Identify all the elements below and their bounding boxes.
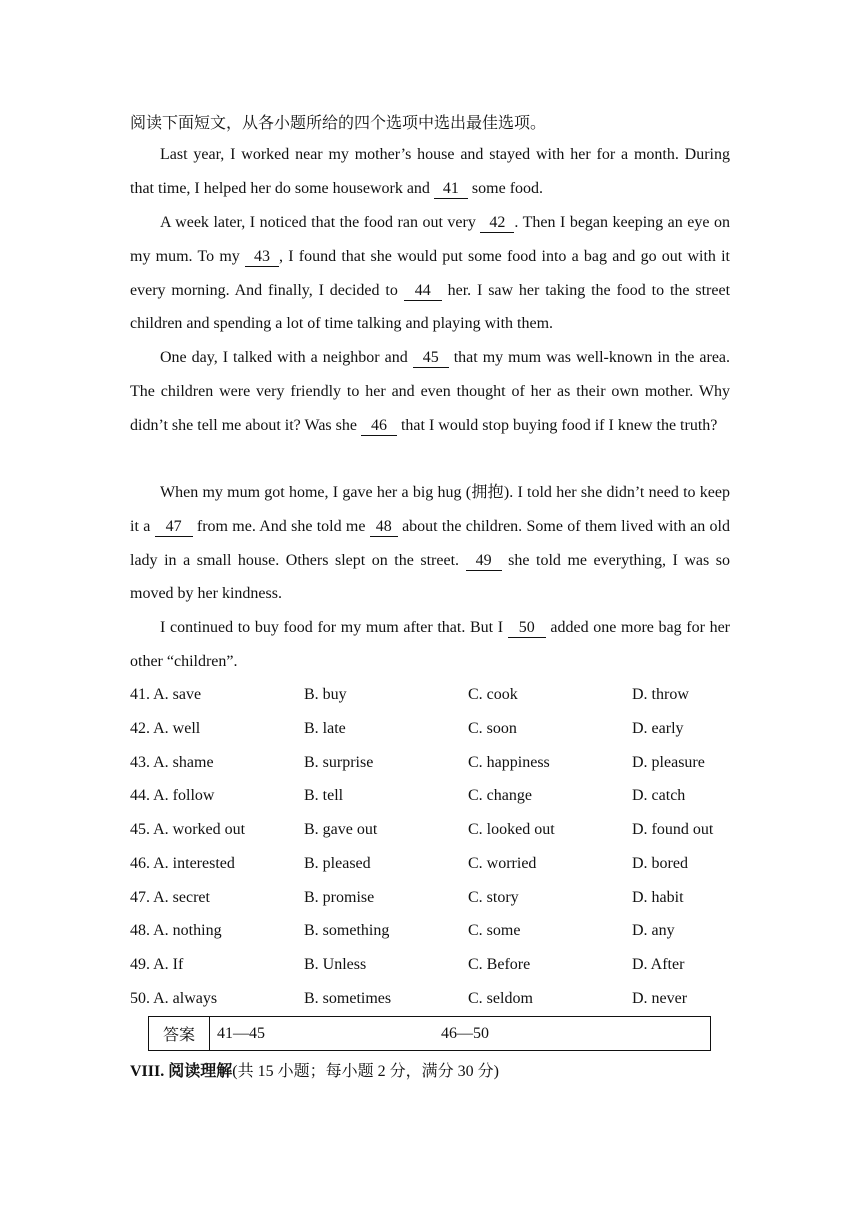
question-row-43 [130, 754, 750, 788]
option-d: D. throw [632, 686, 689, 703]
passage-text: from me. And she told me [196, 517, 366, 535]
passage-paragraph-4 [130, 476, 730, 611]
passage-text: that I would stop buying food if I knew the truth? [400, 416, 718, 434]
blank-43: 43 [245, 248, 279, 267]
passage-text: Last year, I worked near my mother’s house and stayed with her for a month. During that time, I helped her do some housework and [130, 146, 730, 197]
question-row-49 [130, 956, 750, 990]
option-a: 49. A. If [130, 956, 184, 973]
question-row-41 [130, 686, 750, 720]
section-detail: (共 15 小题；每小题 2 分，满分 30 分) [232, 1063, 499, 1080]
passage-text: that my mum was well-known in the area. The children were very friendly to her and even thought of her as their own mother. Why didn’t she tell me about it? Was she [130, 349, 731, 434]
blank-42: 42 [480, 214, 514, 233]
option-c: C. story [468, 889, 519, 906]
option-a: 50. A. always [130, 990, 218, 1007]
passage-text: I continued to buy food for my mum after that. But I [160, 619, 504, 636]
option-c: C. worried [468, 855, 537, 872]
option-a: 42. A. well [130, 720, 201, 737]
passage-text: A week later, I noticed that the food ran out very [160, 214, 476, 231]
option-b: B. gave out [304, 821, 378, 838]
passage-text: When my mum got home, I gave her a big hug (拥抱). I told her she didn’t need to keep it a [130, 484, 730, 535]
option-b: B. something [304, 922, 390, 939]
option-b: B. late [304, 720, 346, 737]
question-row-46 [130, 855, 750, 889]
blank-44: 44 [404, 282, 442, 301]
instruction-text: 阅读下面短文，从各小题所给的四个选项中选出最佳选项。 [130, 115, 547, 132]
passage-paragraph-3 [130, 341, 730, 442]
option-d: D. bored [632, 855, 688, 872]
question-row-44 [130, 787, 750, 821]
option-d: D. catch [632, 787, 686, 804]
section-title: VIII. 阅读理解 [130, 1063, 233, 1080]
option-b: B. Unless [304, 956, 367, 973]
option-c: C. looked out [468, 821, 555, 838]
passage-text: added one more bag for her other “children”. [130, 619, 731, 670]
option-a: 41. A. save [130, 686, 202, 703]
option-a: 46. A. interested [130, 855, 235, 872]
option-d: D. habit [632, 889, 684, 906]
blank-47: 47 [155, 518, 193, 537]
option-a: 45. A. worked out [130, 821, 246, 838]
blank-50: 50 [508, 619, 546, 638]
option-c: C. Before [468, 956, 531, 973]
option-b: B. buy [304, 686, 347, 703]
passage-paragraph-1 [130, 138, 730, 206]
question-row-48 [130, 922, 750, 956]
option-d: D. early [632, 720, 684, 737]
option-b: B. promise [304, 889, 375, 906]
passage-text: One day, I talked with a neighbor and [160, 349, 408, 366]
blank-45: 45 [413, 349, 449, 368]
option-d: D. After [632, 956, 685, 973]
passage-text: her. I saw her taking the food to the street children and spending a lot of time talking and playing with them. [130, 281, 731, 333]
passage-text: . Then I began keeping an eye on my mum. To my [130, 214, 731, 265]
passage-paragraph-2 [130, 206, 730, 341]
option-a: 43. A. shame [130, 754, 214, 771]
option-c: C. seldom [468, 990, 533, 1007]
passage-text: she told me everything, I was so moved by her kindness. [130, 551, 731, 603]
option-c: C. change [468, 787, 532, 804]
option-c: C. cook [468, 686, 518, 703]
option-d: D. found out [632, 821, 714, 838]
section-heading [130, 1058, 499, 1081]
option-b: B. sometimes [304, 990, 392, 1007]
option-b: B. tell [304, 787, 344, 804]
option-c: C. some [468, 922, 521, 939]
option-a: 44. A. follow [130, 787, 215, 804]
answer-label: 答案 [149, 1017, 210, 1050]
option-b: B. surprise [304, 754, 374, 771]
answer-table [148, 1016, 711, 1051]
option-d: D. never [632, 990, 688, 1007]
option-c: C. soon [468, 720, 517, 737]
blank-48: 48 [370, 518, 398, 537]
passage-text: about the children. Some of them lived with an old lady in a small house. Others slept on the street. [130, 517, 730, 569]
answer-range-46-50: 46—50 [441, 1025, 489, 1042]
option-d: D. any [632, 922, 675, 939]
answer-range-41-45: 41—45 [217, 1025, 265, 1042]
option-b: B. pleased [304, 855, 371, 872]
blank-49: 49 [466, 552, 502, 571]
option-a: 47. A. secret [130, 889, 210, 906]
blank-41: 41 [434, 180, 468, 199]
option-d: D. pleasure [632, 754, 705, 771]
passage-paragraph-5 [130, 611, 730, 679]
question-row-45 [130, 821, 750, 855]
passage-text: some food. [471, 179, 544, 197]
question-row-47 [130, 889, 750, 923]
blank-46: 46 [361, 417, 397, 436]
option-c: C. happiness [468, 754, 550, 771]
passage-text: , I found that she would put some food into a bag and go out with it every morning. And finally, I decided to [130, 247, 731, 299]
option-a: 48. A. nothing [130, 922, 222, 939]
question-row-42 [130, 720, 750, 754]
